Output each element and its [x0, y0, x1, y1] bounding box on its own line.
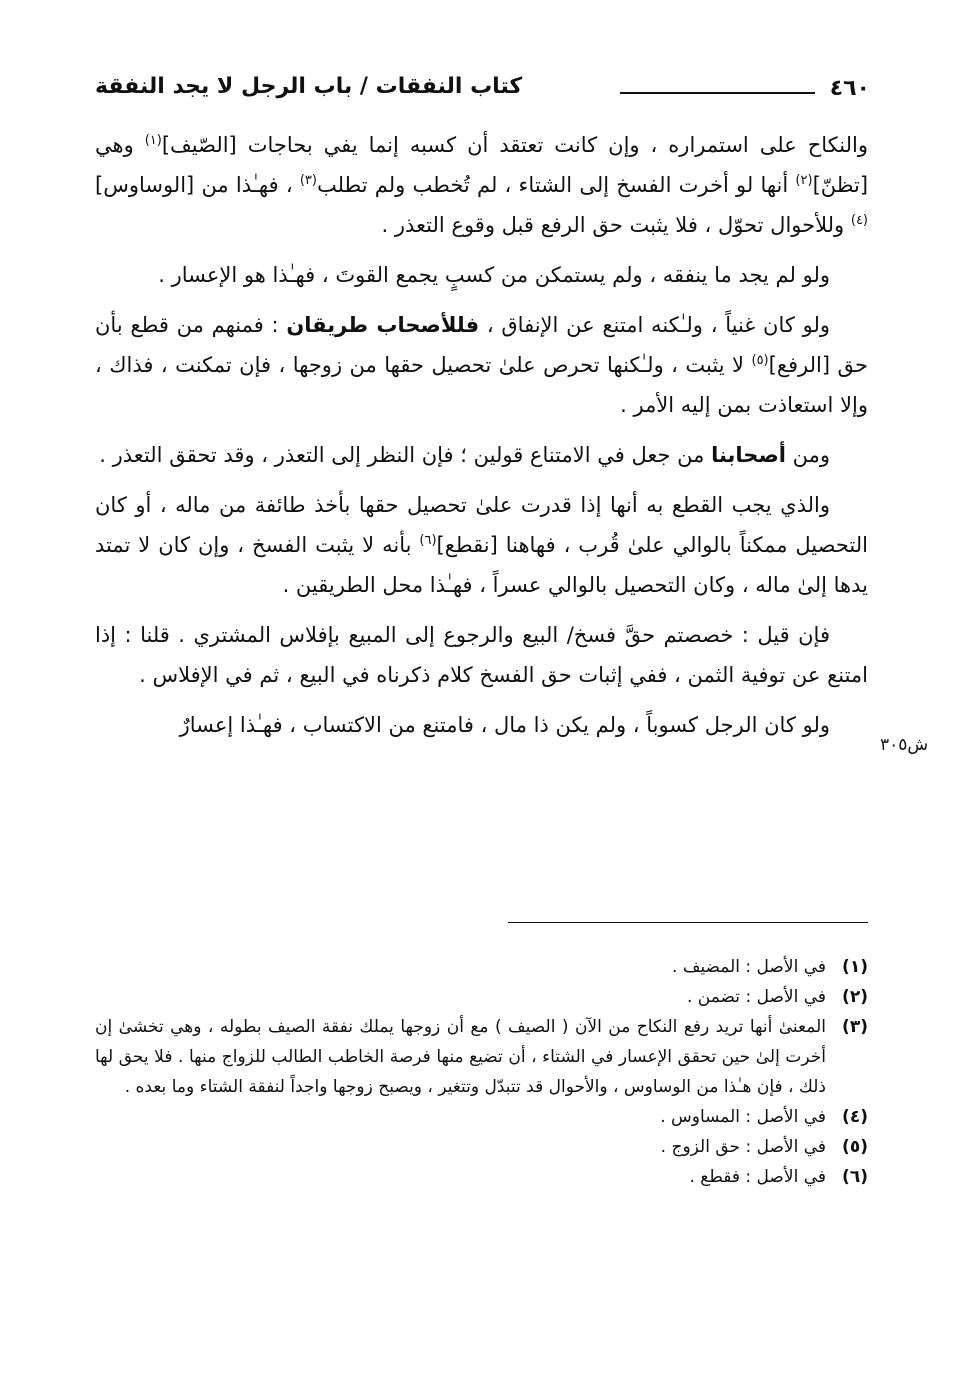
footnote-separator — [508, 922, 868, 923]
footnote-number: (٢) — [842, 987, 868, 1007]
running-title: كتاب النفقات / باب الرجل لا يجد النفقة — [95, 74, 523, 99]
paragraph-1 — [95, 125, 868, 245]
footnote-5 — [95, 1132, 868, 1162]
footnote-text: في الأصل : حق الزوج . — [660, 1137, 826, 1157]
footnote-text: في الأصل : المضيف . — [672, 957, 826, 977]
text-run: لا يثبت ، ولـٰكنها تحرص علىٰ تحصيل حقها من زوجها ، فإن تمكنت ، فذاك ، وإلا استعاذت بمن إليه الأمر . — [95, 353, 868, 417]
footnote-2 — [95, 982, 868, 1012]
text-run: بأنه لا يثبت الفسخ ، وإن كان لا تمتد يدها إلىٰ ماله ، وكان التحصيل بالوالي عسراً ، فهـٰذا محل الطريقين . — [95, 533, 868, 597]
text-run: ولو كان غنياً ، ولـٰكنه امتنع عن الإنفاق ، — [479, 313, 830, 337]
text-run: وهي [تظنّ] — [95, 133, 869, 197]
footnote-number: (٤) — [842, 1107, 868, 1127]
paragraph-4 — [95, 435, 868, 475]
footnote-number: (٥) — [842, 1137, 868, 1157]
text-run: والذي يجب القطع به أنها إذا قدرت علىٰ تحصيل حقها بأخذ طائفة من ماله ، أو كان التحصيل ممكناً بالوالي علىٰ قُرب ، فهاهنا [نقطع] — [95, 493, 868, 557]
footnote-ref-6: (٦) — [419, 533, 437, 548]
manuscript-folio-marker: ش٣٠٥ — [880, 735, 929, 755]
text-run: : فمنهم من قطع بأن حق [الرفع] — [95, 313, 869, 377]
header-rule — [620, 92, 815, 94]
main-text — [95, 125, 868, 755]
paragraph-3 — [95, 305, 868, 425]
footnote-text: في الأصل : فقطع . — [689, 1167, 826, 1187]
page-header — [95, 74, 870, 110]
footnote-number: (٦) — [842, 1167, 868, 1187]
text-run: وللأحوال تحوّل ، فلا يثبت حق الرفع قبل وقوع التعذر . — [381, 213, 851, 237]
footnote-text: في الأصل : تضمن . — [686, 987, 826, 1007]
text-run: ، فهـٰذا من [الوساوس] — [95, 173, 300, 197]
footnote-3 — [95, 1012, 868, 1102]
paragraph-6: فإن قيل : خصصتم حقَّ فسخ/ البيع والرجوع إلى المبيع بإفلاس المشتري . قلنا : إذا امتنع عن توفية الثمن ، ففي إثبات حق الفسخ كلام ذكرناه في البيع ، ثم في الإفلاس . — [95, 623, 868, 687]
page-number: ٤٦٠ — [829, 76, 870, 101]
footnote-ref-4: (٤) — [850, 213, 868, 228]
footnote-number: (١) — [842, 957, 868, 977]
paragraph-7: ولو كان الرجل كسوباً ، ولم يكن ذا مال ، فامتنع من الاكتساب ، فهـٰذا إعسارٌ — [179, 713, 830, 737]
text-run: ومن — [785, 443, 830, 467]
footnote-4 — [95, 1102, 868, 1132]
bold-term: فللأصحاب طريقان — [286, 313, 480, 337]
bold-term: أصحابنا — [711, 443, 786, 467]
footnote-6 — [95, 1162, 868, 1192]
footnote-ref-3: (٣) — [299, 173, 317, 188]
text-run: والنكاح على استمراره ، وإن كانت تعتقد أن كسبه إنما يفي بحاجات [الصّيف] — [161, 133, 868, 157]
text-run: أنها لو أخرت الفسخ إلى الشتاء ، لم تُخطب ولم تطلب — [316, 173, 796, 197]
footnote-1 — [95, 952, 868, 982]
footnote-ref-1: (١) — [144, 133, 162, 148]
footnotes — [95, 952, 868, 1192]
footnote-text: المعنىٰ أنها تريد رفع النكاح من الآن ( الصيف ) مع أن زوجها يملك نفقة الصيف بطوله ، وهي تخشىٰ إن أخرت إلىٰ حين تحقق الإعسار في الشتاء ، أن تضيع منها فرصة الخاطب الطالب للزواج منها . فلا يحق لها ذلك ، فإن هـٰذا من الوساوس ، والأحوال قد تتبدّل وتتغير ، ويصبح زوجها واجداً لنفقة الشتاء وما بعده . — [95, 1017, 826, 1097]
footnote-ref-2: (٢) — [795, 173, 813, 188]
footnote-ref-5: (٥) — [751, 353, 769, 368]
paragraph-2: ولو لم يجد ما ينفقه ، ولم يستمكن من كسبٍ يجمع القوتَ ، فهـٰذا هو الإعسار . — [158, 263, 830, 287]
footnote-text: في الأصل : المساوس . — [660, 1107, 826, 1127]
paragraph-5 — [95, 485, 868, 605]
footnote-number: (٣) — [842, 1017, 868, 1037]
text-run: من جعل في الامتناع قولين ؛ فإن النظر إلى التعذر ، وقد تحقق التعذر . — [99, 443, 712, 467]
